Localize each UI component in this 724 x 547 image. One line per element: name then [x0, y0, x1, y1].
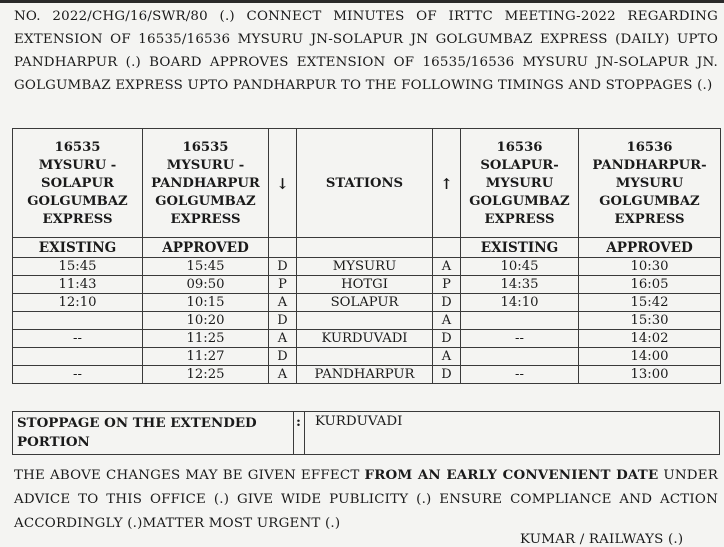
cell-approved-up: 13:00 [579, 366, 721, 384]
cell-station [297, 348, 433, 366]
heading-paragraph: NO. 2022/CHG/16/SWR/80 (.) CONNECT MINUTES OF IRTTC MEETING-2022 REGARDING EXTENSION OF 16535/16536 MYSURU JN-SOLAPUR JN GOLGUMBAZ EXPRESS (DAILY) UPTO PANDHARPUR (.) BOARD APPROVES EXTENSION OF 16535/16536 MYSURU JN-SOLAPUR JN. GOLGUMBAZ EXPRESS UPTO PANDHARPUR TO THE FOLLOWING TIMINGS AND STOPPAGES (.) [14, 9, 718, 93]
cell-existing-down: 15:45 [13, 258, 143, 276]
cell-station: MYSURU [297, 258, 433, 276]
subheader-empty [269, 238, 297, 258]
cell-flag-down: D [269, 348, 297, 366]
subheader-existing-down: EXISTING [13, 238, 143, 258]
timings-table [12, 128, 721, 384]
cell-approved-down: 12:25 [143, 366, 269, 384]
cell-flag-up: A [433, 258, 461, 276]
stoppage-value: KURDUVADI [305, 412, 720, 455]
cell-existing-up: -- [461, 330, 579, 348]
subheader-existing-up: EXISTING [461, 238, 579, 258]
cell-existing-down: 12:10 [13, 294, 143, 312]
subheader-approved-down: APPROVED [143, 238, 269, 258]
cell-flag-up: P [433, 276, 461, 294]
cell-station: KURDUVADI [297, 330, 433, 348]
cell-flag-up: D [433, 294, 461, 312]
cell-station: PANDHARPUR [297, 366, 433, 384]
closing-paragraph [14, 463, 718, 536]
down-arrow-icon: ↓ [269, 129, 297, 238]
stoppage-label: STOPPAGE ON THE EXTENDED PORTION [13, 412, 294, 455]
cell-approved-up: 14:00 [579, 348, 721, 366]
cell-flag-up: D [433, 330, 461, 348]
cell-flag-down: D [269, 258, 297, 276]
cell-approved-up: 16:05 [579, 276, 721, 294]
cell-existing-up: 14:35 [461, 276, 579, 294]
cell-existing-down [13, 312, 143, 330]
closing-text-bold: FROM AN EARLY CONVENIENT DATE [364, 467, 659, 483]
header-col-approved-up: 16536 PANDHARPUR- MYSURU GOLGUMBAZ EXPRESS [579, 129, 721, 238]
table-row [13, 366, 721, 384]
table-row [13, 348, 721, 366]
cell-approved-up: 15:30 [579, 312, 721, 330]
cell-existing-up: 14:10 [461, 294, 579, 312]
table-row [13, 294, 721, 312]
cell-flag-down: P [269, 276, 297, 294]
cell-approved-down: 09:50 [143, 276, 269, 294]
cell-flag-down: A [269, 366, 297, 384]
cell-approved-down: 15:45 [143, 258, 269, 276]
cell-flag-down: A [269, 330, 297, 348]
stoppage-table [12, 411, 720, 455]
cell-existing-down: -- [13, 330, 143, 348]
cell-approved-up: 10:30 [579, 258, 721, 276]
cell-flag-up: A [433, 312, 461, 330]
top-rule [0, 0, 724, 3]
cell-existing-up [461, 348, 579, 366]
table-row [13, 312, 721, 330]
cell-station [297, 312, 433, 330]
header-stations: STATIONS [297, 129, 433, 238]
header-col-existing-up: 16536 SOLAPUR- MYSURU GOLGUMBAZ EXPRESS [461, 129, 579, 238]
cell-flag-up: D [433, 366, 461, 384]
cell-approved-down: 11:27 [143, 348, 269, 366]
cell-existing-up [461, 312, 579, 330]
cell-flag-down: A [269, 294, 297, 312]
stoppage-colon: : [294, 412, 305, 455]
table-row [13, 276, 721, 294]
table-row [13, 258, 721, 276]
cell-flag-up: A [433, 348, 461, 366]
up-arrow-icon: ↑ [433, 129, 461, 238]
subheader-empty [433, 238, 461, 258]
cell-existing-down [13, 348, 143, 366]
header-col-existing-down: 16535 MYSURU - SOLAPUR GOLGUMBAZ EXPRESS [13, 129, 143, 238]
cell-existing-up: 10:45 [461, 258, 579, 276]
cell-flag-down: D [269, 312, 297, 330]
cell-existing-down: -- [13, 366, 143, 384]
cell-station: SOLAPUR [297, 294, 433, 312]
table-row [13, 330, 721, 348]
cell-existing-up: -- [461, 366, 579, 384]
subheader-empty [297, 238, 433, 258]
header-col-approved-down: 16535 MYSURU - PANDHARPUR GOLGUMBAZ EXPRESS [143, 129, 269, 238]
subheader-approved-up: APPROVED [579, 238, 721, 258]
closing-text-start: THE ABOVE CHANGES MAY BE GIVEN EFFECT [14, 468, 365, 483]
signature: KUMAR / RAILWAYS (.) [520, 532, 684, 547]
cell-station: HOTGI [297, 276, 433, 294]
cell-approved-down: 10:20 [143, 312, 269, 330]
cell-approved-up: 15:42 [579, 294, 721, 312]
cell-approved-down: 10:15 [143, 294, 269, 312]
cell-approved-up: 14:02 [579, 330, 721, 348]
closing-text-end: UNDER ADVICE TO THIS OFFICE (.) GIVE WIDE PUBLICITY (.) ENSURE COMPLIANCE AND ACTION ACCORDINGLY (.)MATTER MOST URGENT (.) [14, 468, 718, 531]
cell-approved-down: 11:25 [143, 330, 269, 348]
cell-existing-down: 11:43 [13, 276, 143, 294]
